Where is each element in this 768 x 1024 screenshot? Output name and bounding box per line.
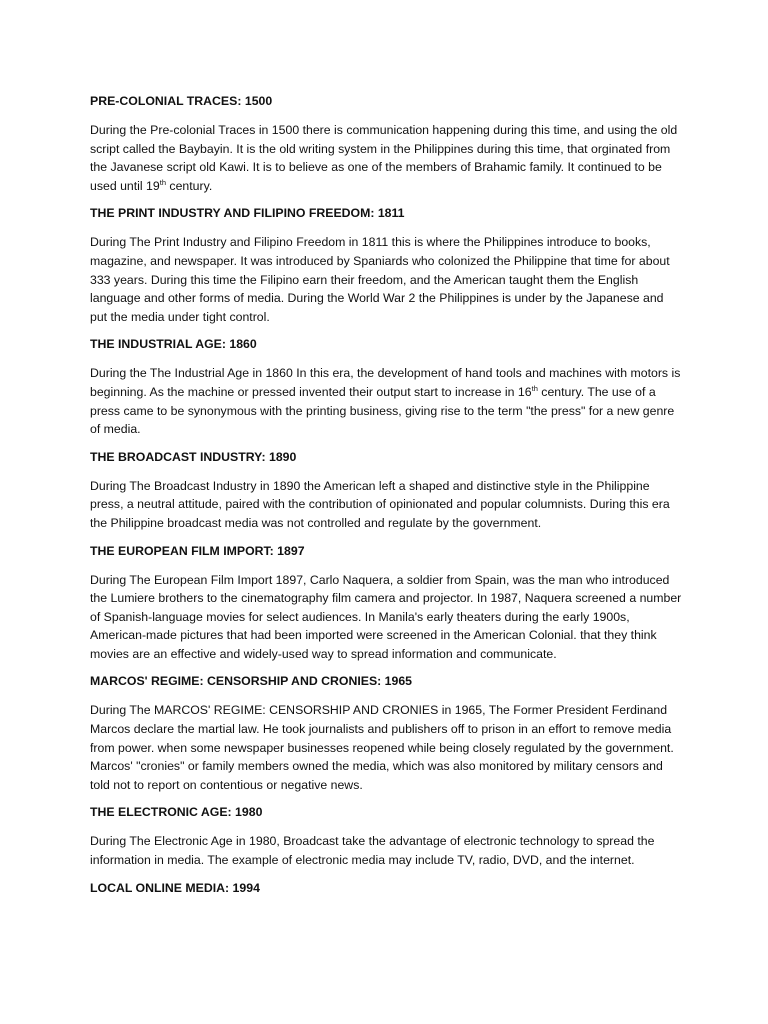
section-heading: MARCOS' REGIME: CENSORSHIP AND CRONIES: 1965 <box>90 674 413 689</box>
body-text: century. <box>166 178 213 193</box>
section-local-online-media <box>90 879 682 898</box>
section-electronic-age <box>90 803 682 869</box>
ordinal-superscript: th <box>159 177 167 187</box>
section-heading: THE EUROPEAN FILM IMPORT: 1897 <box>90 543 305 558</box>
section-marcos-regime <box>90 672 682 794</box>
section-heading: THE INDUSTRIAL AGE: 1860 <box>90 337 257 352</box>
section-body: During The MARCOS' REGIME: CENSORSHIP AND CRONIES in 1965, The Former President Ferdinand Marcos declare the martial law. He took journalists and publishers off to prison in an effort to remove media from power. when some newspaper businesses reopened while being closely regulated by the government. Marcos' "cronies" or family members owned the media, which was also monitored by military censors and told not to report on contentious or negative news. <box>90 703 674 792</box>
section-body <box>90 121 682 195</box>
section-print-industry <box>90 204 682 326</box>
section-heading: PRE-COLONIAL TRACES: 1500 <box>90 94 273 108</box>
section-heading: LOCAL ONLINE MEDIA: 1994 <box>90 880 260 895</box>
body-text: During the The Industrial Age in 1860 In this era, the development of hand tools and machines with motors is beginning. As the machine or pressed invented their output start to increase in 16 <box>90 366 681 399</box>
section-industrial-age <box>90 335 682 438</box>
section-body: During The Broadcast Industry in 1890 the American left a shaped and distinctive style in the Philippine press, a neutral attitude, paired with the contribution of opinionated and popular columnists. During this era the Philippine broadcast media was not controlled and regulate by the government. <box>90 478 670 530</box>
section-body: During The European Film Import 1897, Carlo Naquera, a soldier from Spain, was the man who introduced the Lumiere brothers to the cinematography film camera and projector. In 1987, Naquera screened a number of Spanish-language movies for select audiences. In Manila's early theaters during the early 1900s, American-made pictures that had been imported were screened in the American Colonial. that they think movies are an effective and widely-used way to spread information and communicate. <box>90 572 682 661</box>
document-page <box>90 92 682 908</box>
section-broadcast-industry <box>90 448 682 533</box>
section-heading: THE BROADCAST INDUSTRY: 1890 <box>90 449 297 464</box>
section-body <box>90 364 682 438</box>
body-text: century. The use of a press came to be synonymous with the printing business, giving rise to the term "the press" for a new genre of media. <box>90 384 675 437</box>
body-text: During the Pre-colonial Traces in 1500 there is communication happening during this time, and using the old script called the Baybayin. It is the old writing system in the Philippines during this time, that orginated from the Javanese script old Kawi. It is to believe as one of the members of Brahamic family. It continued to be used until 19 <box>90 123 678 193</box>
section-heading: THE PRINT INDUSTRY AND FILIPINO FREEDOM: 1811 <box>90 206 405 221</box>
section-pre-colonial-traces <box>90 92 682 195</box>
ordinal-superscript: th <box>531 383 538 393</box>
section-body: During The Electronic Age in 1980, Broadcast take the advantage of electronic technology to spread the information in media. The example of electronic media may include TV, radio, DVD, and the internet. <box>90 834 655 868</box>
section-european-film-import <box>90 542 682 664</box>
section-heading: THE ELECTRONIC AGE: 1980 <box>90 805 263 820</box>
section-body: During The Print Industry and Filipino Freedom in 1811 this is where the Philippines introduce to books, magazine, and newspaper. It was introduced by Spaniards who colonized the Philippine that time for about 333 years. During this time the Filipino earn their freedom, and the American taught them the English language and other forms of media. During the World War 2 the Philippines is under by the Japanese and put the media under tight control. <box>90 235 670 324</box>
